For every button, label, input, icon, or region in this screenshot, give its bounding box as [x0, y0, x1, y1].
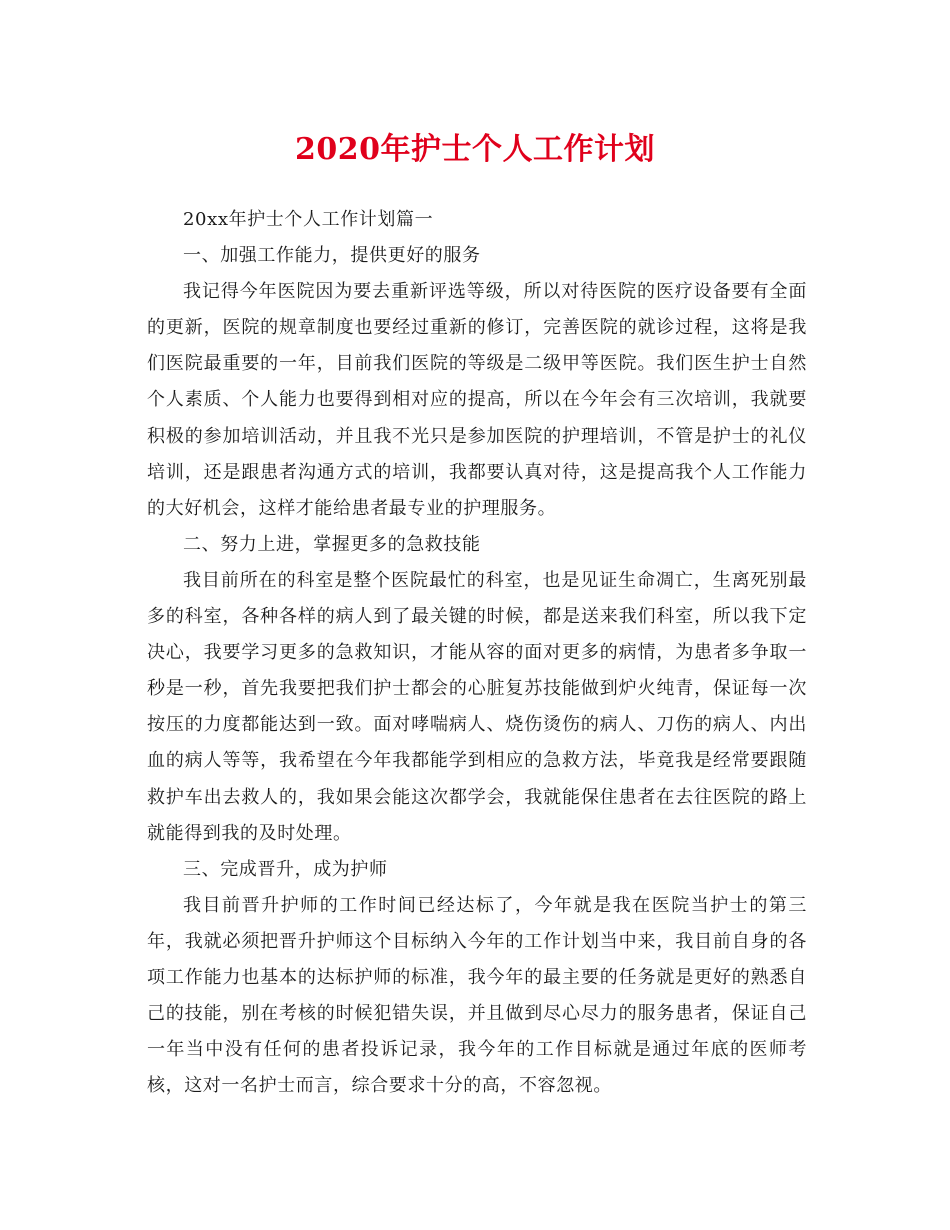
- section-heading-1: 一、加强工作能力，提供更好的服务: [183, 245, 481, 267]
- paragraph-1: 我记得今年医院因为要去重新评选等级，所以对待医院的医疗设备要有全面的更新，医院的规章制度也要经过重新的修订，完善医院的就诊过程，这将是我们医院最重要的一年，目前我们医院的等级是二级甲等医院。我们医生护士自然个人素质、个人能力也要得到相对应的提高，所以在今年会有三次培训，我就要积极的参加培训活动，并且我不光只是参加医院的护理培训，不管是护士的礼仪培训，还是跟患者沟通方式的培训，我都要认真对待，这是提高我个人工作能力的大好机会，这样才能给患者最专业的护理服务。: [147, 281, 807, 519]
- section-heading-2: 二、努力上进，掌握更多的急救技能: [183, 533, 481, 555]
- section-heading-3: 三、完成晋升，成为护师: [183, 858, 388, 880]
- document-title: 2020年护士个人工作计划: [295, 132, 655, 167]
- section-heading-intro: 20xx年护士个人工作计划篇一: [183, 209, 434, 230]
- paragraph-3: 我目前晋升护师的工作时间已经达标了，今年就是我在医院当护士的第三年，我就必须把晋升护师这个目标纳入今年的工作计划当中来，我目前自身的各项工作能力也基本的达标护师的标准，我今年的最主要的任务就是更好的熟悉自己的技能，别在考核的时候犯错失误，并且做到尽心尽力的服务患者，保证自己一年当中没有任何的患者投诉记录，我今年的工作目标就是通过年底的医师考核，这对一名护士而言，综合要求十分的高，不容忽视。: [147, 894, 807, 1097]
- paragraph-2: 我目前所在的科室是整个医院最忙的科室，也是见证生命凋亡，生离死别最多的科室，各种各样的病人到了最关键的时候，都是送来我们科室，所以我下定决心，我要学习更多的急救知识，才能从容的面对更多的病情，为患者多争取一秒是一秒，首先我要把我们护士都会的心脏复苏技能做到炉火纯青，保证每一次按压的力度都能达到一致。面对哮喘病人、烧伤烫伤的病人、刀伤的病人、内出血的病人等等，我希望在今年我都能学到相应的急救方法，毕竟我是经常要跟随救护车出去救人的，我如果会能这次都学会，我就能保住患者在去往医院的路上就能得到我的及时处理。: [147, 569, 807, 844]
- document-body: [147, 202, 807, 1104]
